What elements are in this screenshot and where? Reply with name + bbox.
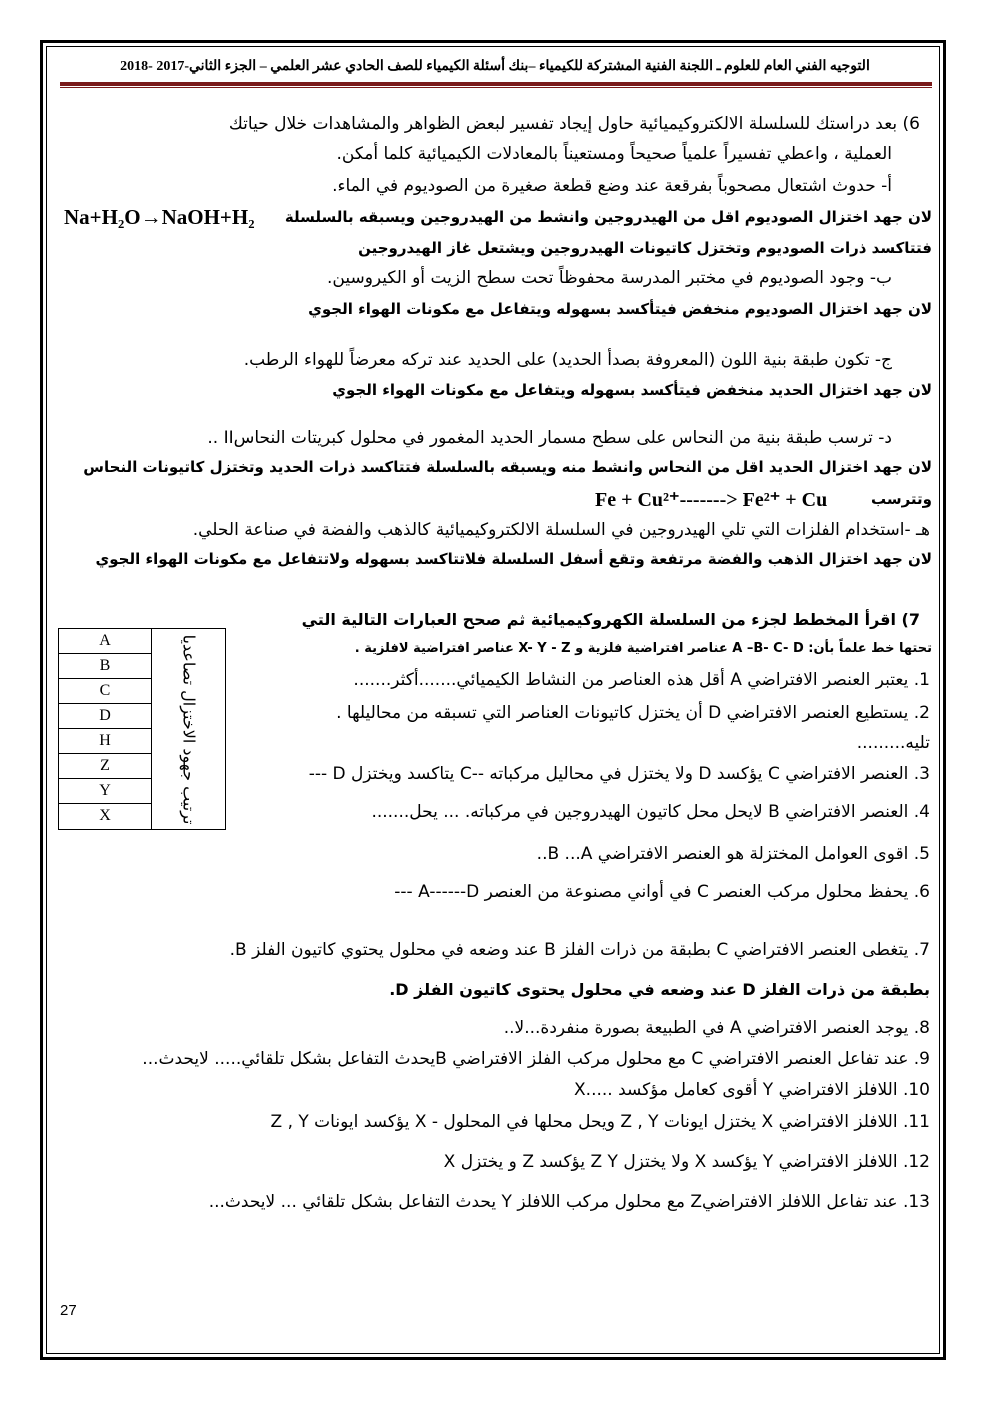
q6-a-equation: Na+H₂O→NaOH+H₂ bbox=[64, 205, 255, 229]
series-order-label: ترتيب جهود الاختزال تصاعديا bbox=[178, 634, 198, 824]
q7-item-7-answer: بطبقة من ذرات الفلز D عند وضعه في محلول يحتوى كاتيون الفلز D. bbox=[389, 980, 930, 999]
q7-item-12: 12. اللافلز الافتراضي Y يؤكسد X ولا يختزل Z Y يؤكسد Z و يختزل X bbox=[443, 1152, 930, 1172]
q7-item-3: 3. العنصر الافتراضي C يؤكسد D ولا يختزل في محاليل مركباته --C يتاكسد ويختزل D --- bbox=[308, 764, 930, 784]
electrochemical-series-table bbox=[58, 628, 226, 830]
q7-item-2: 2. يستطيع العنصر الافتراضي D أن يختزل كاتيونات العناصر التي تسبقه من محاليلها . bbox=[336, 703, 930, 723]
q6-b-question: ب- وجود الصوديوم في مختبر المدرسة محفوظاً تحت سطح الزيت أو الكيروسين. bbox=[326, 268, 892, 288]
q6-e-question: هـ -استخدام الفلزات التي تلي الهيدروجين في السلسلة الالكتروكيميائية كالذهب والفضة في صناعة الحلي. bbox=[192, 520, 930, 540]
series-cell: H bbox=[59, 729, 151, 754]
header-rule-thick bbox=[60, 82, 932, 86]
q6-e-answer: لان جهد اختزال الذهب والفضة مرتفعة وتقع أسفل السلسلة فلاتتاكسد بسهوله ولاتتفاعل مع مكونات الهواء الجوي bbox=[95, 550, 932, 568]
q6-a-question: أ- حدوث اشتعال مصحوباً بفرقعة عند وضع قطعة صغيرة من الصوديوم في الماء. bbox=[332, 176, 892, 196]
series-cell: A bbox=[59, 629, 151, 654]
series-cell: X bbox=[99, 807, 111, 824]
q6-c-answer: لان جهد اختزال الحديد منخفض فيتأكسد بسهوله ويتفاعل مع مكونات الهواء الجوي bbox=[332, 381, 932, 399]
q7-item-10: 10. اللافلز الافتراضي Y أقوى كعامل مؤكسد .....X bbox=[574, 1080, 930, 1100]
q6-d-answer-line1: لان جهد اختزال الحديد اقل من النحاس وانشط منه ويسبقه بالسلسلة فتتاكسد ذرات الحديد وتختزل كاتيونات النحاس bbox=[83, 458, 932, 476]
q7-item-13: 13. عند تفاعل اللافلز الافتراضيZ مع محلول مركب اللافلز Y يحدث التفاعل بشكل تلقائي ... لايحدث... bbox=[208, 1192, 930, 1212]
q7-item-7: 7. يتغطى العنصر الافتراضي C بطبقة من ذرات الفلز B عند وضعه في محلول يحتوي كاتيون الفلز B. bbox=[229, 940, 930, 960]
q7-item-5: 5. اقوى العوامل المختزلة هو العنصر الافتراضي B ...A.. bbox=[536, 844, 930, 864]
q7-item-8: 8. يوجد العنصر الافتراضي A في الطبيعة بصورة منفردة...لا.. bbox=[503, 1018, 930, 1038]
series-cells bbox=[59, 629, 151, 829]
q7-item-1: 1. يعتبر العنصر الافتراضي A أقل هذه العناصر من النشاط الكيميائي.......أكثر....... bbox=[353, 670, 930, 690]
q6-a-answer-line2: فتتاكسد ذرات الصوديوم وتختزل كاتيونات الهيدروجين ويشتعل غاز الهيدروجين bbox=[358, 239, 932, 257]
q6-d-answer-line2: وتترسب bbox=[870, 490, 932, 508]
page-number: 27 bbox=[60, 1302, 77, 1319]
q7-item-4: 4. العنصر الافتراضي B لايحل محل كاتيون الهيدروجين في مركباته. ... يحل....... bbox=[371, 802, 930, 822]
page-header: التوجيه الفني العام للعلوم ـ اللجنة الفنية المشتركة للكيمياء –بنك أسئلة الكيمياء للصف الحادي عشر العلمي – الجزء الثاني-2017 -2018 bbox=[120, 59, 870, 74]
q6-d-equation: Fe + Cu²⁺-------> Fe²⁺ + Cu bbox=[595, 489, 828, 511]
series-cell: C bbox=[59, 679, 151, 704]
q6-intro-line1: 6) بعد دراستك للسلسلة الالكتروكيميائية حاول إيجاد تفسير لبعض الظواهر والمشاهدات خلال حياتك bbox=[228, 114, 920, 134]
series-cell: B bbox=[59, 654, 151, 679]
header-rule-thin bbox=[60, 87, 932, 88]
series-cell: D bbox=[59, 704, 151, 729]
q7-item-2-answer: تليه......... bbox=[856, 733, 930, 753]
q7-item-6: 6. يحفظ محلول مركب العنصر C في أواني مصنوعة من العنصر A------D --- bbox=[394, 882, 930, 902]
series-cell: Z bbox=[59, 754, 151, 779]
q7-subtitle: تحتها خط علماً بأن: A –B- C- D عناصر افتراضية فلزية و X- Y - Z عناصر افتراضية لافلزية . bbox=[354, 641, 932, 656]
q7-item-9: 9. عند تفاعل العنصر الافتراضي C مع محلول مركب الفلز الافتراضي Bيحدث التفاعل بشكل تلقائي..... لايحدث... bbox=[142, 1049, 930, 1069]
q6-b-answer: لان جهد اختزال الصوديوم منخفض فيتأكسد بسهوله ويتفاعل مع مكونات الهواء الجوي bbox=[308, 300, 932, 318]
q7-item-11: 11. اللافلز الافتراضي X يختزل ايونات Z , Y ويحل محلها في المحلول - X يؤكسد ايونات Z , Y bbox=[270, 1112, 930, 1132]
q6-a-answer-line1: لان جهد اختزال الصوديوم اقل من الهيدروجين وانشط من الهيدروجين ويسبقه بالسلسلة bbox=[284, 208, 932, 226]
q6-d-question: د- ترسب طبقة بنية من النحاس على سطح مسمار الحديد المغمور في محلول كبريتات النحاسII .. bbox=[207, 428, 892, 448]
q7-title: 7) اقرأ المخطط لجزء من السلسلة الكهروكيميائية ثم صحح العبارات التالية التي bbox=[301, 610, 920, 629]
q6-c-question: ج- تكون طبقة بنية اللون (المعروفة بصدأ الحديد) على الحديد عند تركه معرضاً للهواء الرطب. bbox=[243, 350, 892, 370]
series-label-cell bbox=[152, 629, 225, 829]
q6-intro-line2: العملية ، واعطي تفسيراً علمياً صحيحاً ومستعيناً بالمعادلات الكيميائية كلما أمكن. bbox=[336, 144, 892, 164]
series-cell: Y bbox=[59, 779, 151, 804]
